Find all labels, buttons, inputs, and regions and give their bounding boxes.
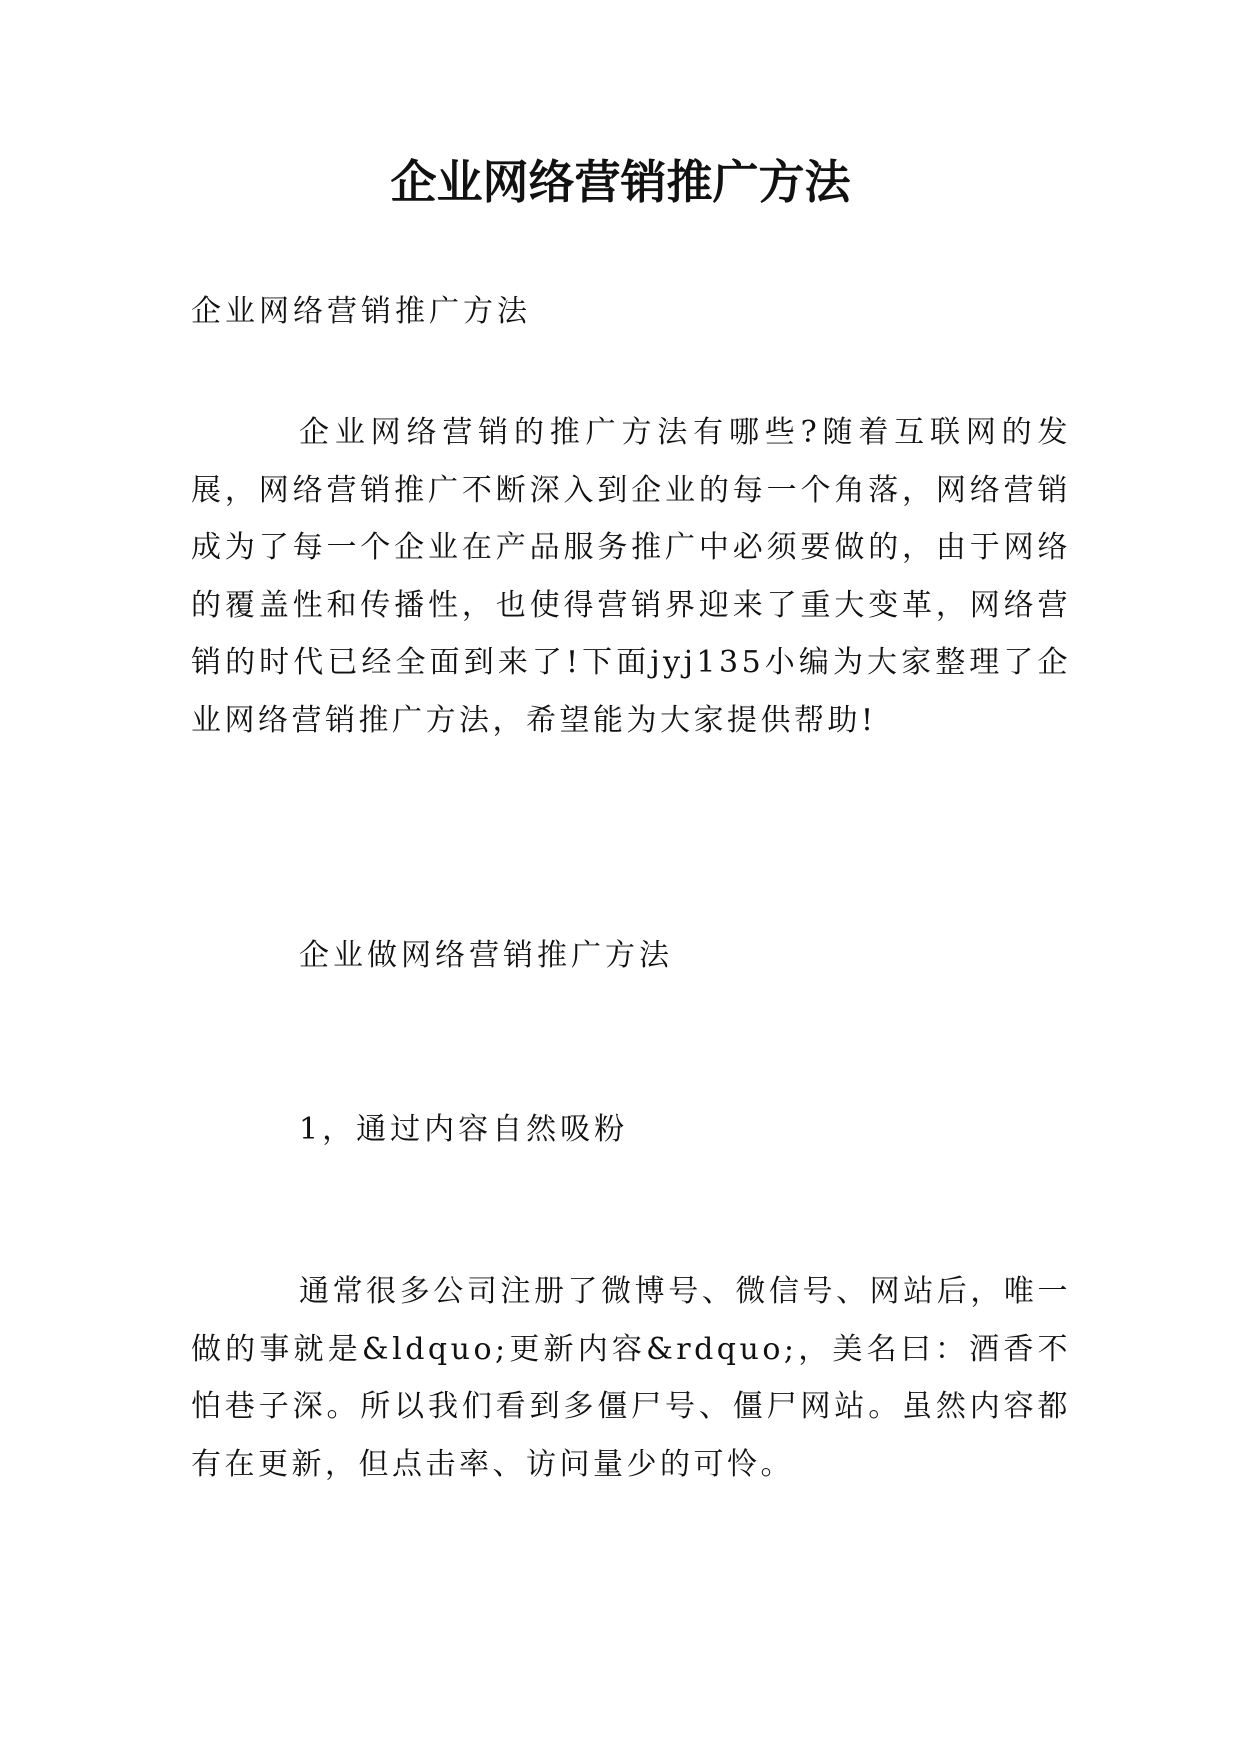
intro-paragraph: 企业网络营销的推广方法有哪些?随着互联网的发展，网络营销推广不断深入到企业的每一个角落，网络营销成为了每一个企业在产品服务推广中必须要做的，由于网络的覆盖性和传播性，也使得营销界迎来了重大变革，网络营销的时代已经全面到来了!下面jyj135小编为大家整理了企业网络营销推广方法，希望能为大家提供帮助! xyxy=(191,415,1071,738)
body-paragraph: 通常很多公司注册了微博号、微信号、网站后，唯一做的事就是&ldquo;更新内容&rdquo;，美名曰：酒香不怕巷子深。所以我们看到多僵尸号、僵尸网站。虽然内容都有在更新，但点击率、访问量少的可怜。 xyxy=(191,1274,1071,1482)
item-heading: 1，通过内容自然吸粉 xyxy=(299,1112,629,1147)
page-title: 企业网络营销推广方法 xyxy=(390,155,851,209)
section-heading: 企业做网络营销推广方法 xyxy=(299,938,673,973)
document-subtitle: 企业网络营销推广方法 xyxy=(191,294,531,329)
